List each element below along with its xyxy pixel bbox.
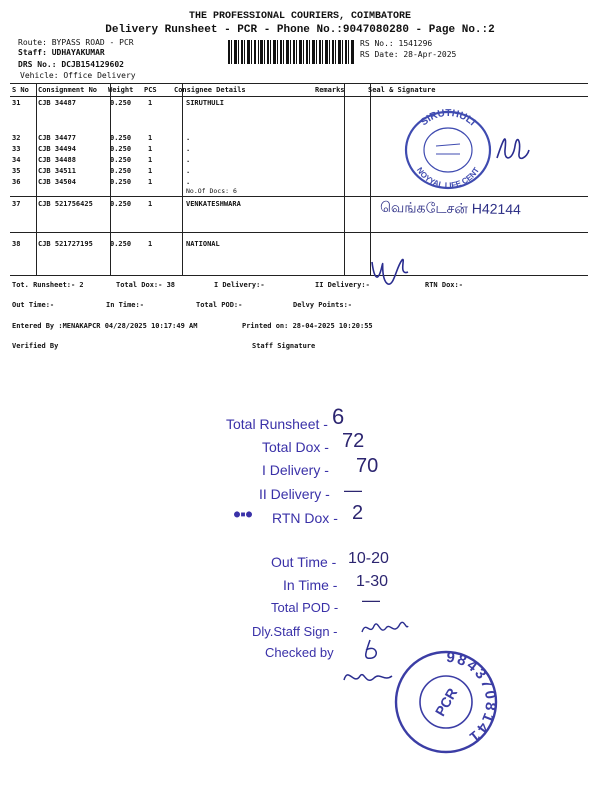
handwritten-value: — [344,480,362,500]
col-rule [344,83,345,275]
cell-consignment: CJB 34494 [38,145,76,153]
cell-sno: 34 [12,156,21,164]
ii-delivery: II Delivery:- [315,281,370,289]
staff-text: Staff: UDHAYAKUMAR [18,48,105,57]
cell-consignee: . [186,178,191,186]
no-of-docs: No.Of Docs: 6 [186,187,237,195]
pcr-stamp [392,648,500,756]
cell-sno: 31 [12,99,21,107]
cell-consignee: . [186,134,191,142]
cell-sno: 36 [12,178,21,186]
table-top-rule [10,83,588,84]
cell-weight: 0.250 [110,156,132,164]
stamp-top-text: SIRUTHULI [418,108,478,129]
table-header-rule [10,96,588,97]
stamp-label: Out Time - [271,554,337,570]
col-header-consignee: Consignee Details [174,86,246,94]
vehicle-text: Vehicle: Office Delivery [20,71,136,80]
drs-number: DRS No.: DCJB154129602 [18,60,124,69]
cell-weight: 0.250 [110,134,132,142]
cell-consignee: . [186,167,191,175]
col-header-pcs: PCS [144,86,157,94]
total-dox: Total Dox:- 38 [116,281,176,289]
col-rule [370,83,371,275]
cell-pcs: 1 [148,99,153,107]
cell-consignment: CJB 521756425 [38,200,93,208]
handwritten-value: 1-30 [356,573,389,590]
cell-weight: 0.250 [110,99,132,107]
stamp-label: Total Dox - [262,439,329,455]
col-rule [36,83,37,275]
verified-by: Verified By [12,342,59,350]
handwritten-receiver: வெங்கடேசன் H42144 [379,198,522,218]
cell-sno: 37 [12,200,21,208]
cell-consignee: SIRUTHULI [186,99,224,107]
page-title: Delivery Runsheet - PCR - Phone No.:9047080280 - Page No.:2 [105,24,495,36]
svg-text:SIRUTHULI [419,108,478,128]
stamp-label: II Delivery - [259,486,330,502]
col-header-seal: Seal & Signature [368,86,436,94]
handwritten-value: 6 [332,404,345,429]
cell-pcs: 1 [148,200,153,208]
stamp-label: Total Runsheet - [226,416,328,432]
svg-text:NOYYAL LIFE CENT [415,166,481,190]
handwritten-value: 2 [352,502,364,524]
col-header-sno: S No [12,86,29,94]
col-header-weight: Weight [108,86,134,94]
rs-number: RS No.: 1541296 [360,39,433,48]
stamp-bottom-text: NOYYAL LIFE CENT [414,165,482,190]
out-time: Out Time:- [12,301,55,309]
cell-consignment: CJB 521727195 [38,240,93,248]
cell-consignment: CJB 34477 [38,134,76,142]
rtn-dox: RTN Dox:- [425,281,463,289]
cell-weight: 0.250 [110,145,132,153]
pcr-stamp-center: PCR [431,685,461,719]
stamp-label: Dly.Staff Sign - [252,624,338,639]
col-header-consignment: Consignment No [38,86,98,94]
ink-blot: ●▪● [234,509,253,520]
handwritten-value: 72 [342,430,365,452]
cell-sno: 38 [12,240,21,248]
handwritten-value: 70 [356,455,379,477]
cell-consignment: CJB 34511 [38,167,76,175]
table-bottom-rule [10,275,588,276]
cell-weight: 0.250 [110,240,132,248]
stamp-label: Checked by [265,645,334,660]
rs-date: RS Date: 28-Apr-2025 [360,50,457,59]
pcr-stamp-ring-text: 9843708141 [445,648,500,747]
col-header-remarks: Remarks [315,86,345,94]
cell-pcs: 1 [148,178,153,186]
signature-scribble [493,120,533,170]
printed-on: Printed on: 28-04-2025 10:20:55 [242,322,373,330]
company-name: THE PROFESSIONAL COURIERS, COIMBATORE [188,11,412,22]
cell-consignment: CJB 34504 [38,178,76,186]
cell-consignment: CJB 34488 [38,156,76,164]
in-time: In Time:- [106,301,144,309]
stamp-label: In Time - [283,577,338,593]
signature-scribble [368,250,412,290]
cell-weight: 0.250 [110,178,132,186]
row-rule [10,232,588,233]
cell-sno: 33 [12,145,21,153]
cell-pcs: 1 [148,156,153,164]
col-rule [182,83,183,275]
cell-pcs: 1 [148,134,153,142]
cell-pcs: 1 [148,167,153,175]
siruthuli-stamp [400,108,496,190]
barcode [228,40,356,64]
row-rule [10,196,588,197]
i-delivery: I Delivery:- [214,281,265,289]
tot-runsheet: Tot. Runsheet:- 2 [12,281,84,289]
cell-weight: 0.250 [110,200,132,208]
stamp-label: Total POD - [271,600,339,615]
route-text: Route: BYPASS ROAD - PCR [18,38,134,47]
total-pod: Total POD:- [196,301,243,309]
entered-by: Entered By :MENAKAPCR 04/28/2025 10:17:49 AM [12,322,198,330]
cell-weight: 0.250 [110,167,132,175]
staff-signature: Staff Signature [252,342,316,350]
cell-consignee: VENKATESHWARA [186,200,241,208]
cell-consignee: NATIONAL [186,240,220,248]
cell-consignee: . [186,156,191,164]
delvy-points: Delvy Points:- [293,301,353,309]
cell-pcs: 1 [148,240,153,248]
stamp-label: RTN Dox - [272,510,338,526]
stamp-label: I Delivery - [262,462,329,478]
cell-pcs: 1 [148,145,153,153]
cell-sno: 35 [12,167,21,175]
cell-consignee: . [186,145,191,153]
handwritten-value: 10-20 [348,550,389,567]
cell-sno: 32 [12,134,21,142]
handwritten-value: — [362,590,380,610]
cell-consignment: CJB 34487 [38,99,76,107]
